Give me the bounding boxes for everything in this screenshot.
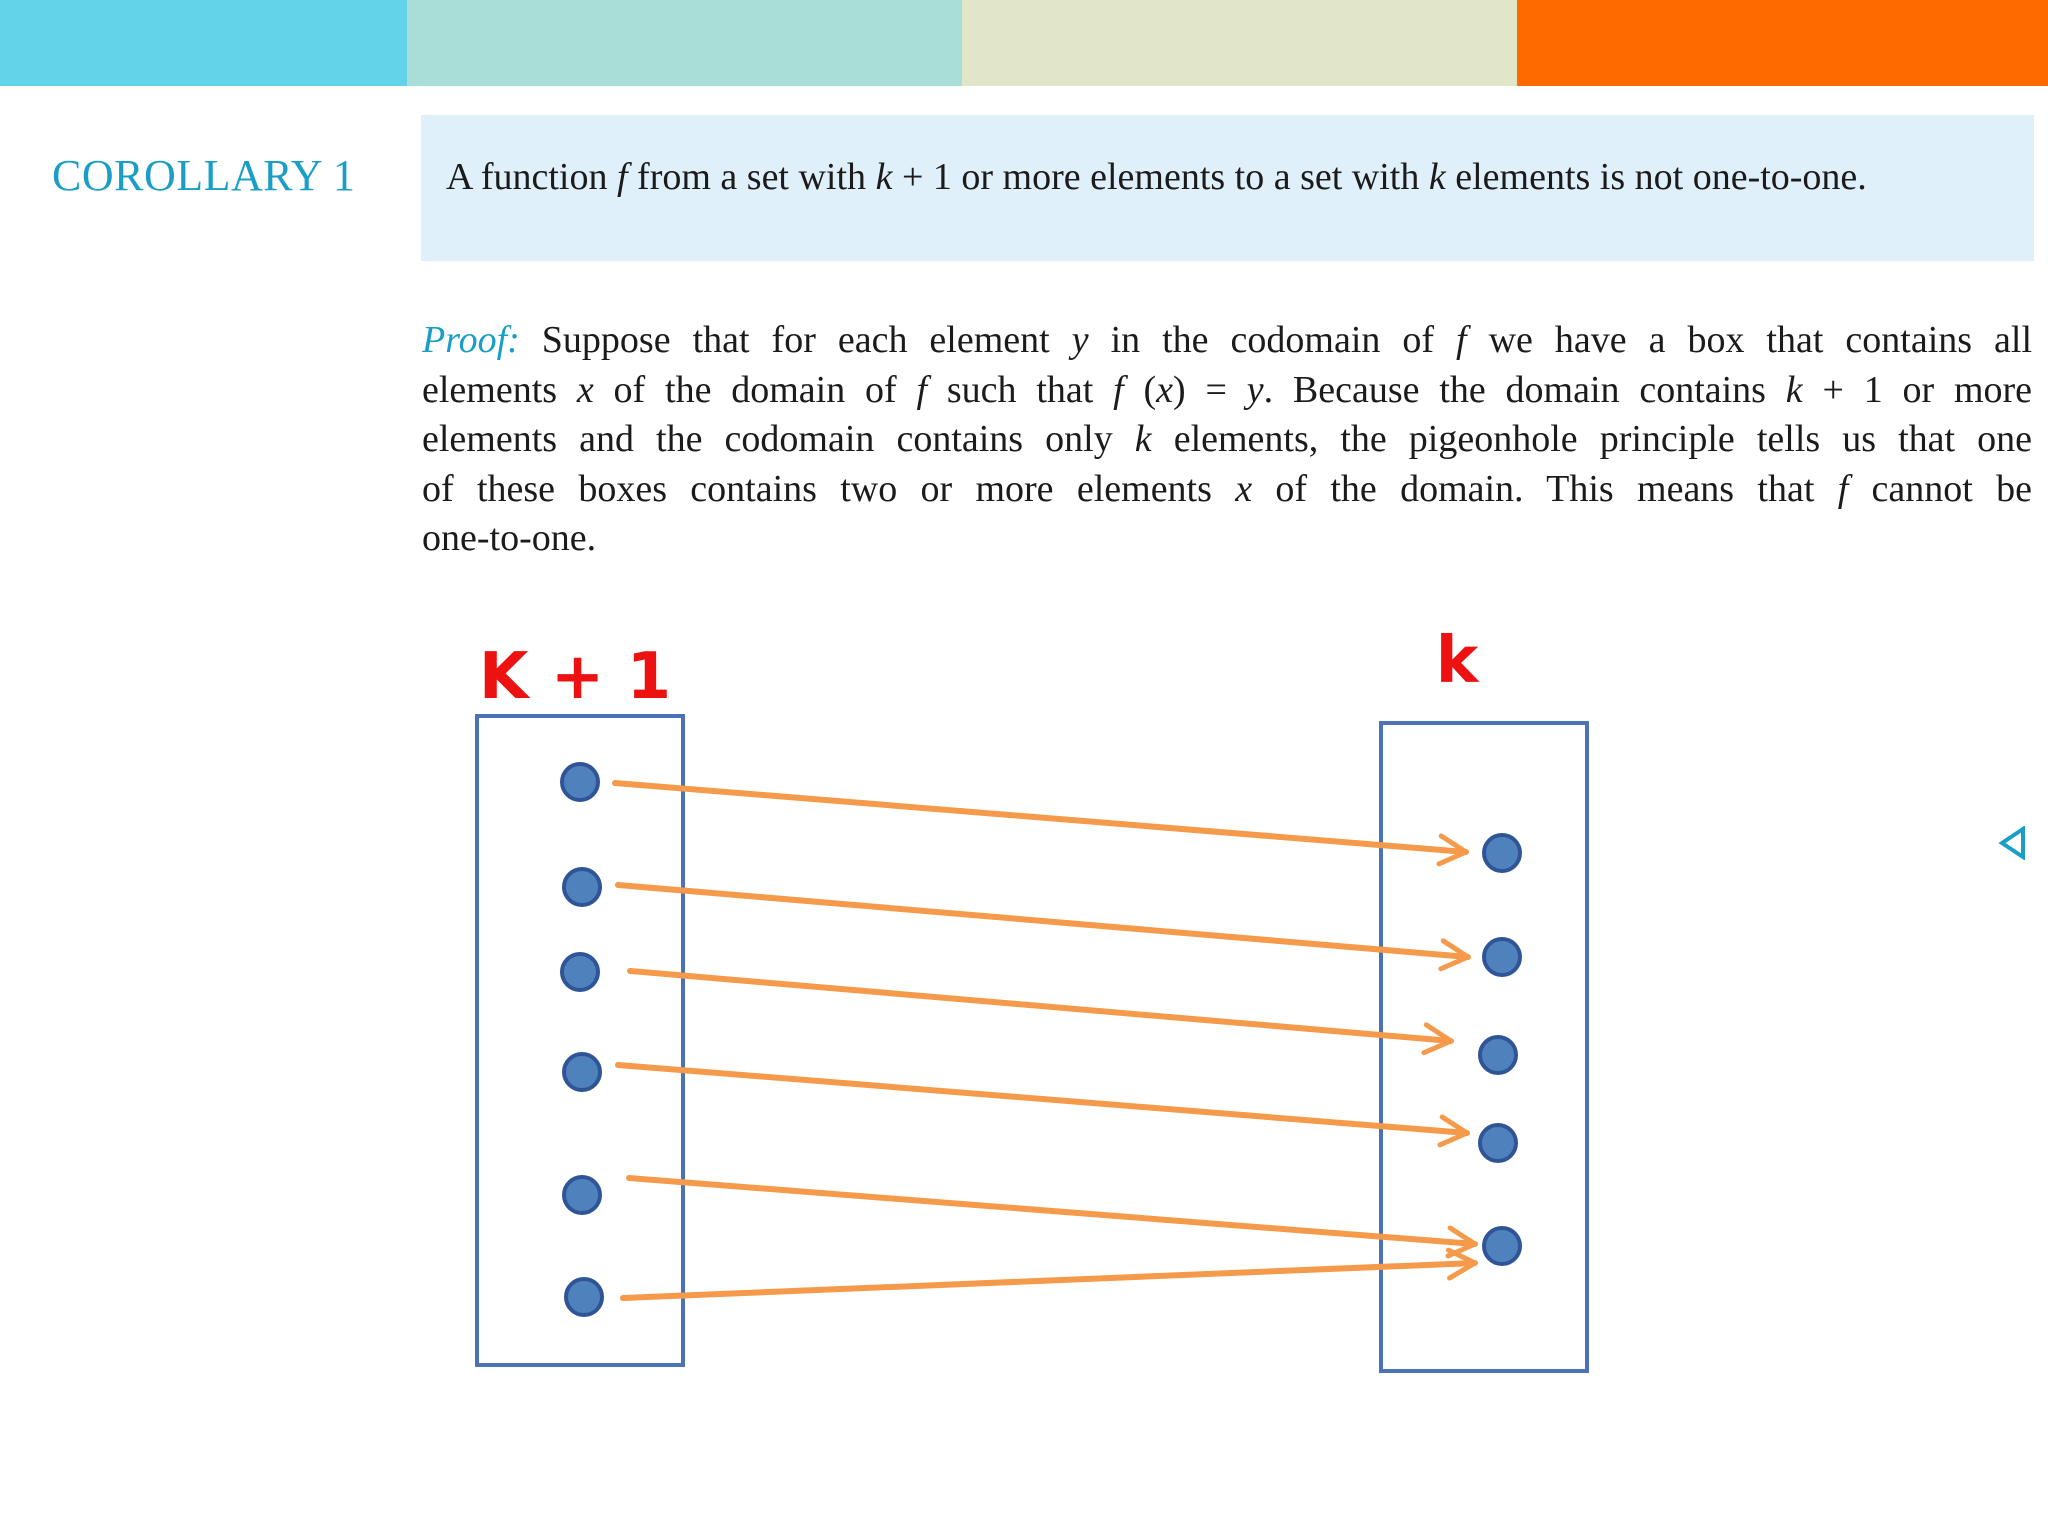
mapping-arrow	[615, 783, 1466, 852]
domain-label: K + 1	[478, 640, 672, 714]
proof-line-2: elements x of the domain of f such that f (x) = y. Because the domain contains k + 1 or more	[422, 368, 2032, 411]
codomain-node	[1484, 939, 1520, 975]
domain-box	[477, 716, 683, 1365]
proof-label: Proof:	[422, 319, 520, 361]
codomain-node	[1484, 835, 1520, 871]
codomain-label: k	[1435, 624, 1479, 698]
proof-line-3: elements and the codomain contains only k elements, the pigeonhole principle tells us that one	[422, 418, 2032, 460]
mapping-arrow	[630, 971, 1451, 1041]
mapping-arrow	[629, 1178, 1475, 1244]
domain-node	[564, 1054, 600, 1090]
codomain-node	[1484, 1228, 1520, 1264]
codomain-node	[1480, 1037, 1516, 1073]
domain-node	[566, 1279, 602, 1315]
domain-node	[562, 954, 598, 990]
mapping-arrow	[623, 1263, 1475, 1298]
proof-line-5: one-to-one.	[422, 517, 597, 559]
mapping-arrow	[618, 1065, 1467, 1133]
corollary-label: COROLLARY 1	[52, 151, 356, 200]
proof-line-4: of these boxes contains two or more elements x of the domain. This means that f cannot be	[422, 467, 2032, 510]
domain-node	[562, 764, 598, 800]
corollary-statement: A function f from a set with k + 1 or more elements to a set with k elements is not one-to-one.	[446, 156, 1867, 198]
domain-node	[564, 869, 600, 905]
domain-node	[564, 1177, 600, 1213]
mapping-arrow	[618, 885, 1468, 957]
mapping-arrows	[615, 783, 1475, 1298]
proof-line-1: Proof: Suppose that for each element y in the codomain of f we have a box that contains all	[422, 319, 2032, 361]
codomain-node	[1480, 1125, 1516, 1161]
